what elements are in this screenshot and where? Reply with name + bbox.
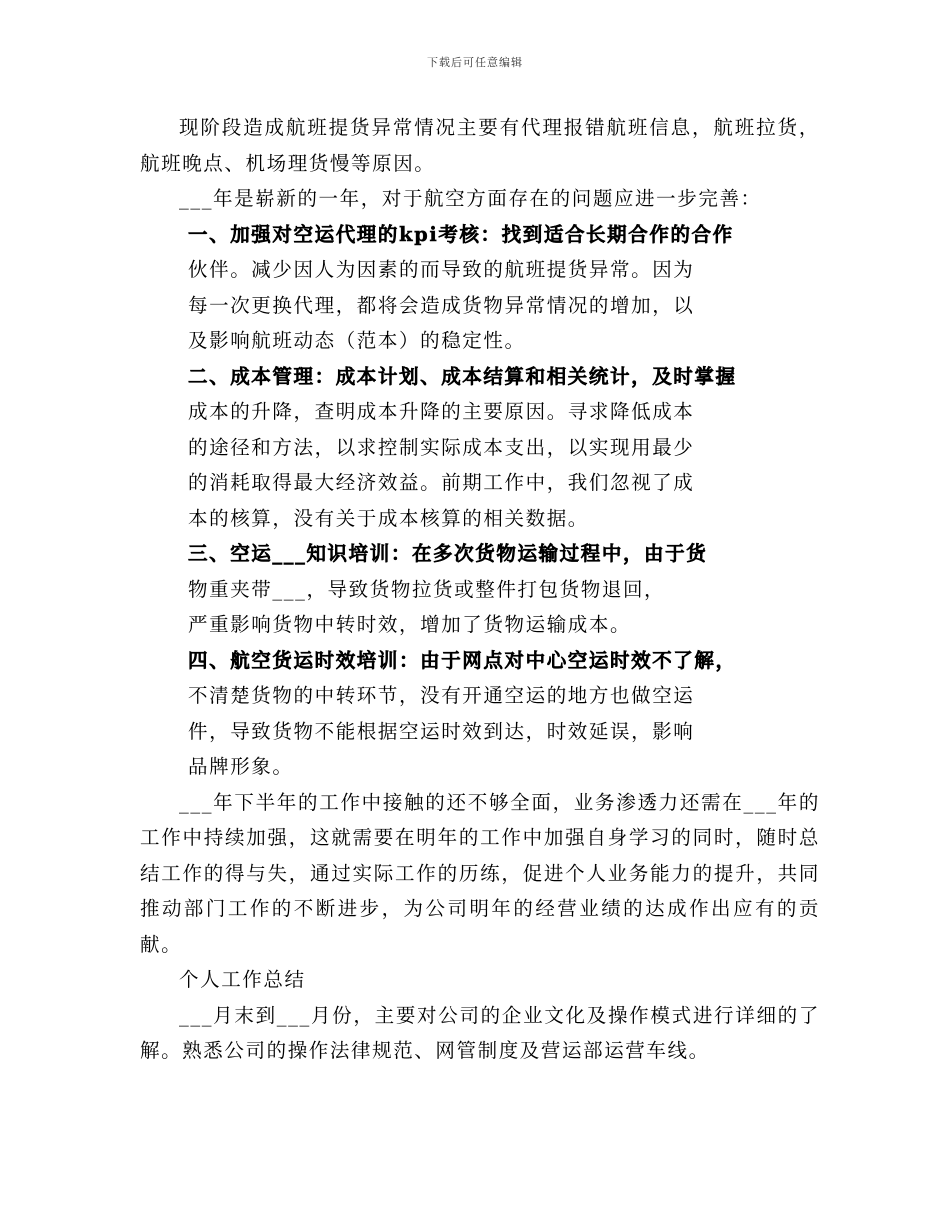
- section-heading: 个人工作总结: [179, 968, 306, 991]
- list-item-line: 严重影响货物中转时效，增加了货物运输成本。: [188, 613, 632, 636]
- list-item-line: 物重夹带___，导致货物拉货或整件打包货物退回，: [188, 577, 666, 601]
- list-item-timeliness: [188, 643, 768, 785]
- list-item-line: 及影响航班动态（范本）的稳定性。: [188, 329, 526, 352]
- list-item-cost: [188, 359, 768, 537]
- document-body: [140, 110, 820, 1069]
- paragraph-intro: ___年是崭新的一年，对于航空方面存在的问题应进一步完善：: [179, 187, 762, 210]
- paragraph-summary: ___年下半年的工作中接触的还不够全面，业务渗透力还需在___年的工作中持续加强，这就需要在明年的工作中加强自身学习的同时，随时总结工作的得与失，通过实际工作的历练，促进个人业务能力的提升，共同推动部门工作的不断进步，为公司明年的经营业绩的达成作出应有的贡献。: [140, 790, 820, 956]
- page-header: 下载后可任意编辑: [427, 56, 523, 69]
- list-item-line: 伙伴。减少因人为因素的而导致的航班提货异常。因为: [188, 258, 695, 281]
- list-item-line: 本的核算，没有关于成本核算的相关数据。: [188, 506, 589, 530]
- list-item-line: 的消耗取得最大经济效益。前期工作中，我们忽视了成: [188, 471, 695, 494]
- list-item-kpi: [188, 217, 768, 359]
- list-item-line: 成本的升降，查明成本升降的主要原因。寻求降低成本: [188, 400, 695, 423]
- list-item-line: 的途径和方法，以求控制实际成本支出，以实现用最少: [188, 435, 695, 459]
- list-item-training: [188, 536, 768, 643]
- list-item-line: 品牌形象。: [188, 755, 294, 778]
- list-item-line: 不清楚货物的中转环节，没有开通空运的地方也做空运: [188, 684, 695, 707]
- list-item-title: 二、成本管理：成本计划、成本结算和相关统计，及时掌握: [188, 364, 737, 388]
- list-item-title: 一、加强对空运代理的kpi考核：找到适合长期合作的合作: [188, 222, 734, 246]
- list-item-line: 件，导致货物不能根据空运时效到达，时效延误，影响: [188, 719, 695, 743]
- paragraph-reasons: 现阶段造成航班提货异常情况主要有代理报错航班信息，航班拉货，航班晚点、机场理货慢等原因。: [140, 116, 820, 175]
- list-item-title: 三、空运___知识培训：在多次货物运输过程中，由于货: [188, 542, 708, 565]
- list-item-line: 每一次更换代理，都将会造成货物异常情况的增加，以: [188, 293, 695, 317]
- paragraph-personal: ___月末到___月份，主要对公司的企业文化及操作模式进行详细的了解。熟悉公司的操作法律规范、网管制度及营运部运营车线。: [140, 1003, 820, 1062]
- list-item-title: 四、航空货运时效培训：由于网点对中心空运时效不了解，: [188, 648, 737, 672]
